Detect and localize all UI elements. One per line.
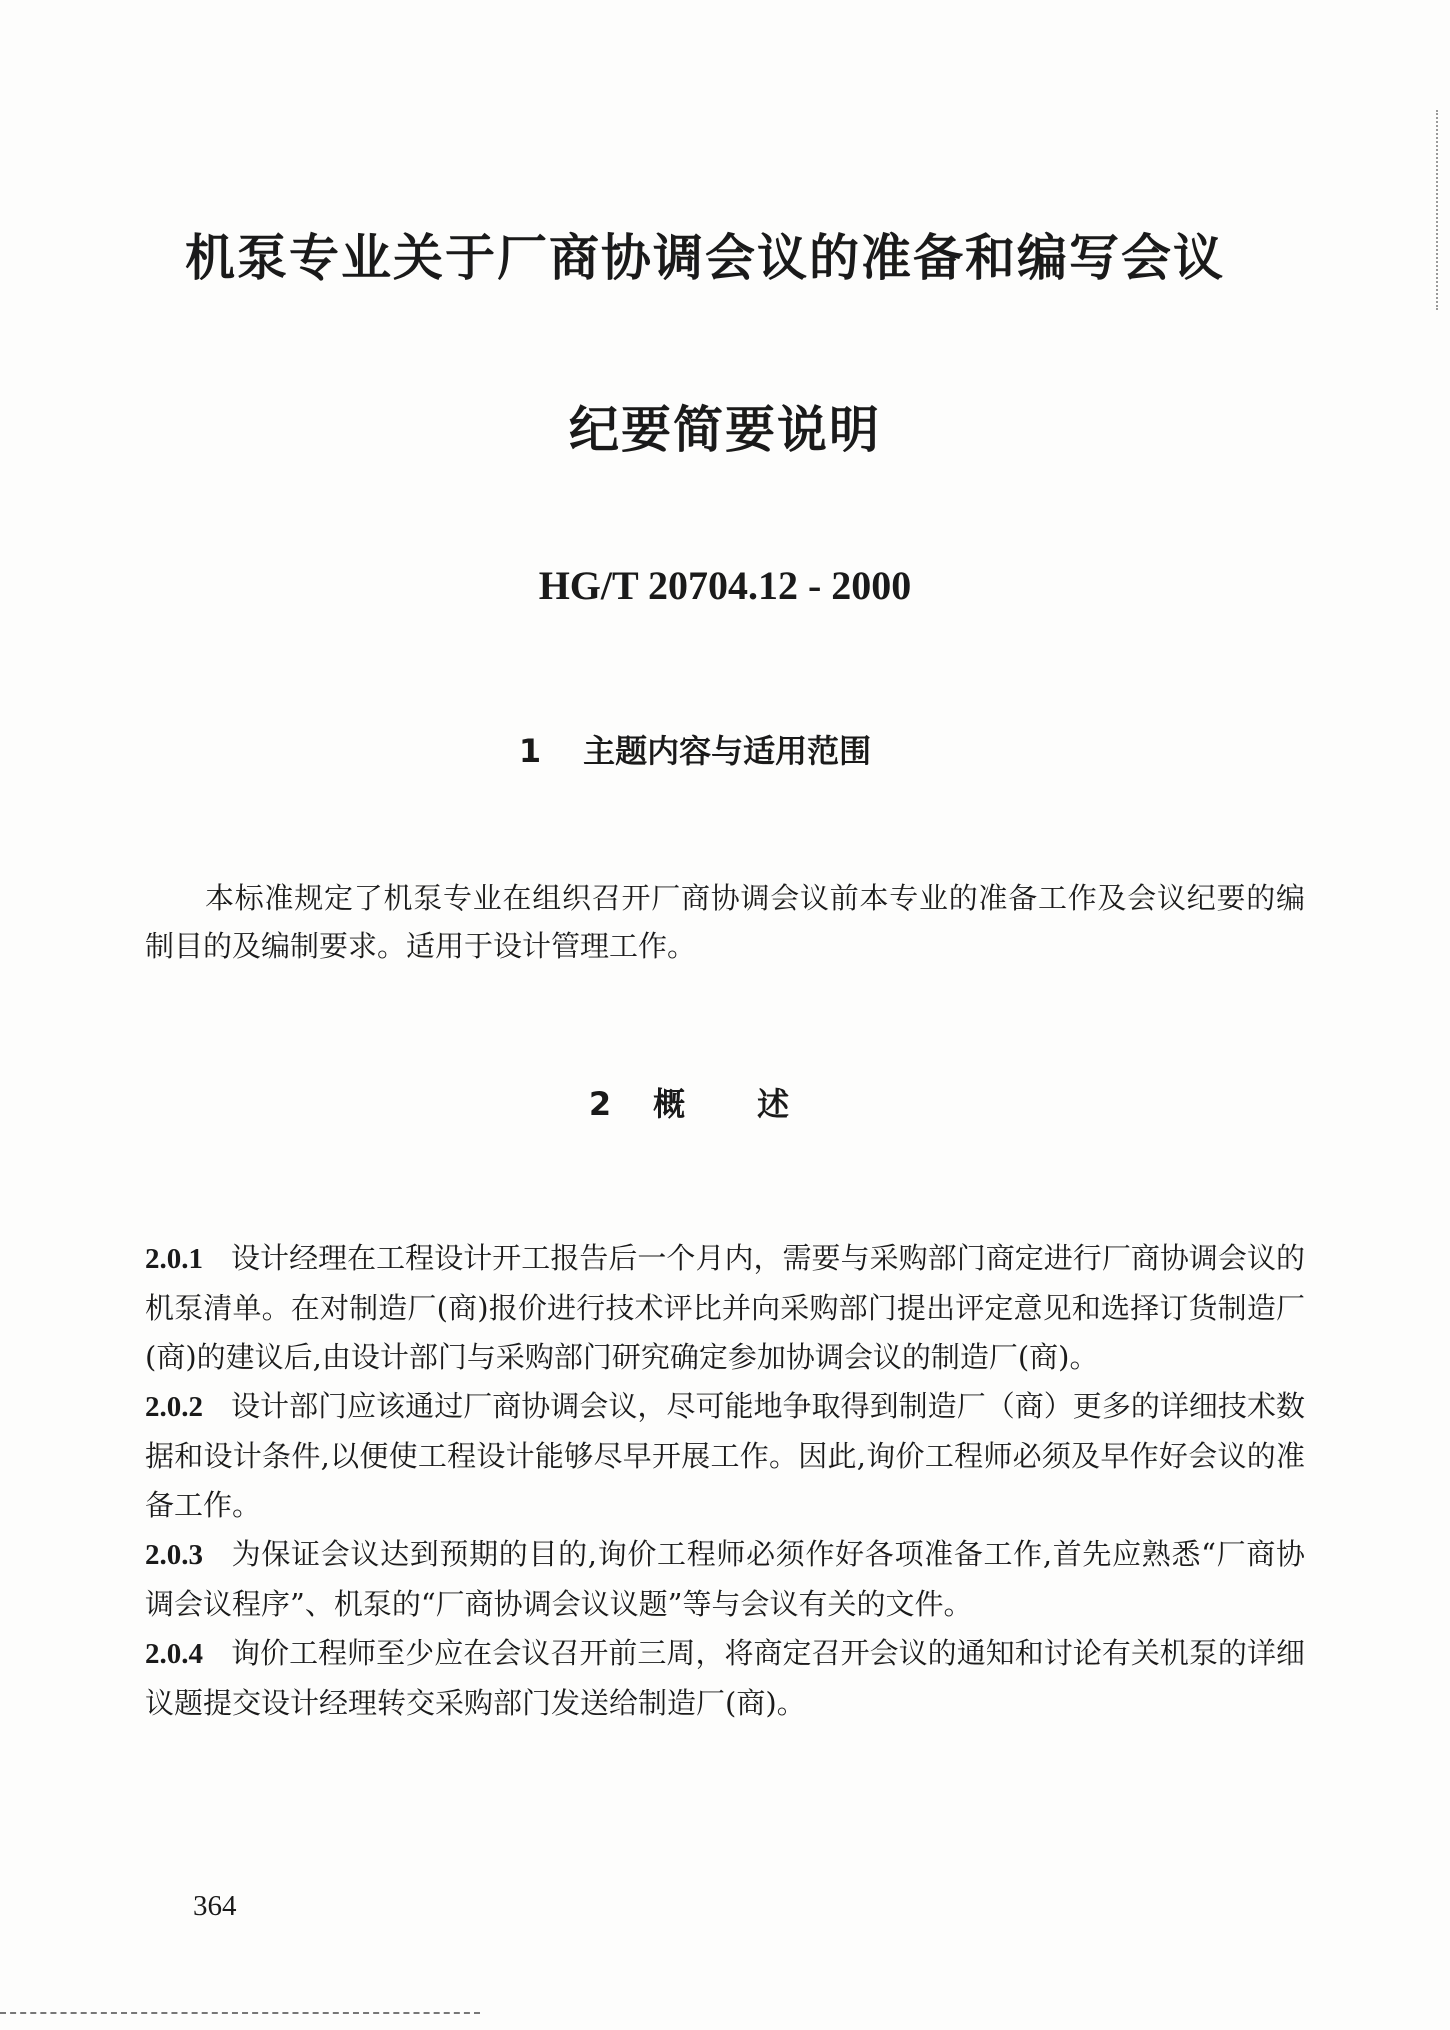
clause-text: 设计经理在工程设计开工报告后一个月内，需要与采购部门商定进行厂商协调会议的机泵清单。在对制造厂(商)报价进行技术评比并向采购部门提出评定意见和选择订货制造厂(商)的建议后,由设计部门与采购部门研究确定参加协调会议的制造厂(商)。: [145, 1241, 1305, 1374]
clause-2-0-3: [145, 1530, 1305, 1629]
clause-2-0-2: [145, 1382, 1305, 1530]
section-2-number: 2: [588, 1085, 612, 1123]
clause-number: 2.0.1: [145, 1243, 203, 1275]
clause-number: 2.0.4: [145, 1638, 203, 1670]
standard-code: HG/T 20704.12 - 2000: [538, 563, 912, 608]
clause-2-0-1: [145, 1234, 1305, 1382]
document-title-line-1: 机泵专业关于厂商协调会议的准备和编写会议: [185, 229, 1225, 287]
page-number: 364: [193, 1890, 237, 1922]
clause-text: 询价工程师至少应在会议召开前三周，将商定召开会议的通知和讨论有关机泵的详细议题提交设计经理转交采购部门发送给制造厂(商)。: [145, 1636, 1305, 1720]
section-1-body: [145, 874, 1305, 970]
scan-artifact-dots: [1436, 110, 1444, 310]
section-2-clauses: [145, 1234, 1305, 1728]
document-title-line-2: 纪要简要说明: [569, 401, 881, 459]
section-1-number: 1: [518, 732, 542, 770]
clause-number: 2.0.3: [145, 1539, 203, 1571]
clause-2-0-4: [145, 1629, 1305, 1728]
section-2-heading: [0, 1079, 1450, 1125]
section-1-paragraph: 本标准规定了机泵专业在组织召开厂商协调会议前本专业的准备工作及会议纪要的编制目的及编制要求。适用于设计管理工作。: [145, 881, 1305, 963]
section-1-heading: [0, 726, 1420, 772]
section-1-title: 主题内容与适用范围: [583, 732, 872, 770]
clause-number: 2.0.2: [145, 1391, 203, 1423]
scan-bottom-rule: [0, 2012, 480, 2016]
clause-text: 为保证会议达到预期的目的,询价工程师必须作好各项准备工作,首先应熟悉“厂商协调会议程序”、机泵的“厂商协调会议议题”等与会议有关的文件。: [145, 1537, 1305, 1621]
clause-text: 设计部门应该通过厂商协调会议，尽可能地争取得到制造厂（商）更多的详细技术数据和设计条件,以便使工程设计能够尽早开展工作。因此,询价工程师必须及早作好会议的准备工作。: [145, 1389, 1305, 1522]
section-2-title: 概述: [653, 1085, 862, 1123]
